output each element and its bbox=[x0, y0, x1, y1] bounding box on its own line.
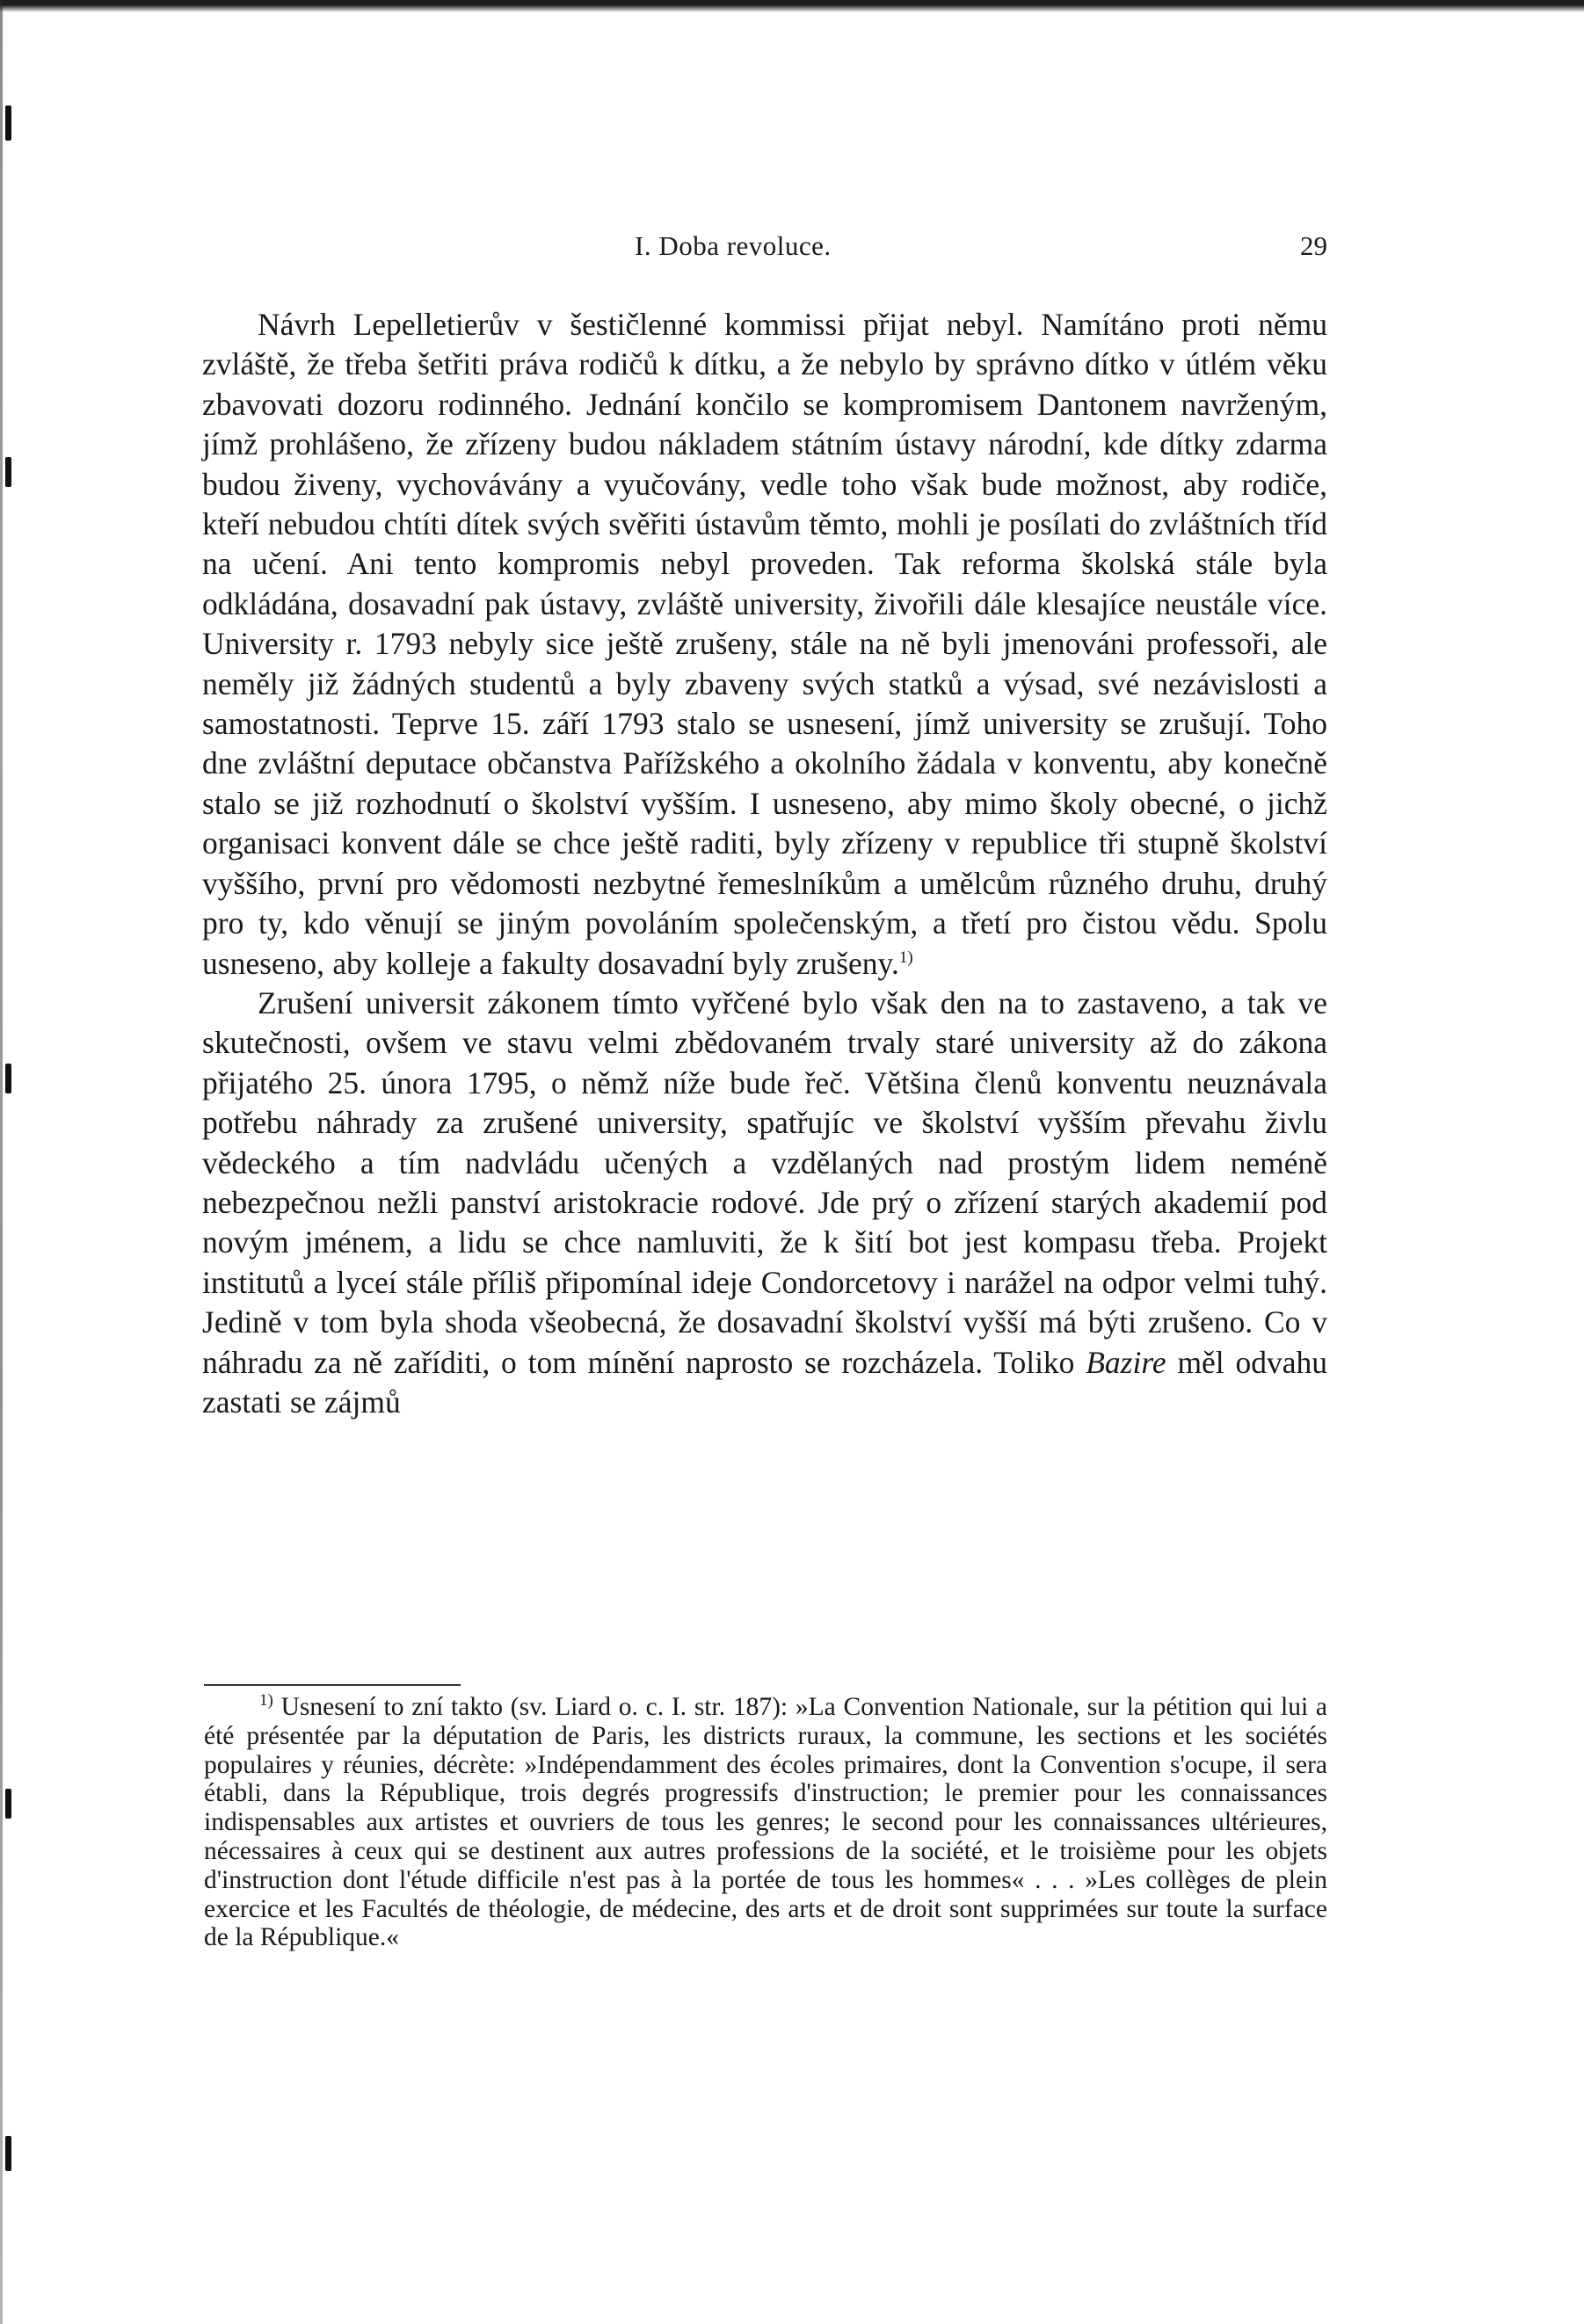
scan-edge-mark bbox=[5, 2136, 11, 2171]
paragraph bbox=[202, 305, 1327, 984]
footnote bbox=[204, 1693, 1327, 1952]
scan-binding-edge bbox=[0, 0, 3, 2324]
scan-edge-mark bbox=[5, 1789, 11, 1819]
scan-edge-mark bbox=[5, 105, 11, 141]
paragraph-text: Zrušení universit zákonem tímto vyřčené bylo však den na to zastaveno, a tak ve skutečnosti, ovšem ve stavu velmi zbědovaném trvaly staré university až do zákona přijatého 25. února 1795, o němž níže bude řeč. Většina členů konventu neuznávala potřebu náhrady za zrušené university, spatřujíc ve školství vyšším převahu živlu vědeckého a tím nadvládu učených a vzdělaných nad prostým lidem neméně nebezpečnou nežli panství aristokracie rodové. Jde prý o zřízení starých akademií pod novým jménem, a lidu se chce namluviti, že k šití bot jest kompasu třeba. Projekt institutů a lyceí stále příliš připomínal ideje Condorcetovy i narážel na odpor velmi tuhý. Jedině v tom byla shoda všeobecná, že dosavadní školství vyšší má býti zrušeno. Co v náhradu za ně zaříditi, o tom mínění naprosto se rozcházela. Toliko bbox=[202, 984, 1327, 1380]
scan-edge-mark bbox=[5, 1064, 11, 1093]
footnote-mark: 1) bbox=[259, 1691, 273, 1710]
running-title: I. Doba revoluce. bbox=[635, 230, 832, 261]
footnote-reference: 1) bbox=[898, 948, 913, 967]
footnote-divider bbox=[204, 1684, 461, 1686]
paragraph-text-end: měl odvahu zastati se zájmů bbox=[202, 1344, 1327, 1420]
footnote-text: Usnesení to zní takto (sv. Liard o. c. I. str. 187): »La Convention Nationale, sur la pétition qui lui a été présentée par la députation de Paris, les districts ruraux, la commune, les sections et les sociétés populaires y réunies, décrète: »Indépendamment des écoles primaires, dont la Convention s'ocupe, il sera établi, dans la République, trois degrés progressifs d'instruction; le premier pour les connaissances indispensables aux artistes et ouvriers de tous les genres; le second pour les connaissances ultérieures, nécessaires à ceux qui se destinent aux autres professions de la société, et le troisième pour les objets d'instruction dont l'étude difficile n'est pas à la portée de tous les hommes« . . . »Les collèges de plein exercice et les Facultés de théologie, de médecine, des arts et de droit sont supprimées sur toute la surface de la République.« bbox=[204, 1693, 1328, 1952]
paragraph bbox=[202, 984, 1327, 1422]
scan-top-edge bbox=[0, 0, 1584, 12]
paragraph-text: Návrh Lepelletierův v šestičlenné kommissi přijat nebyl. Namítáno proti němu zvláště, že třeba šetřiti práva rodičů k dítku, a že nebylo by správno dítko v útlém věku zbavovati dozoru rodinného. Jednání končilo se kompromisem Dantonem navrženým, jímž prohlášeno, že zřízeny budou nákladem státním ústavy národní, kde dítky zdarma budou živeny, vychovávány a vyučovány, vedle toho však bude možnost, aby rodiče, kteří nebudou chtíti dítek svých svěřiti ústavům těmto, mohli je posílati do zvláštních tříd na učení. Ani tento kompromis nebyl proveden. Tak reforma školská stále byla odkládána, dosavadní pak ústavy, zvláště university, živořili dále klesajíce neustále více. University r. 1793 nebyly sice ještě zrušeny, stále na ně byli jmenováni professoři, ale neměly již žádných studentů a byly zbaveny svých statků a výsad, své nezávislosti a samostatnosti. Teprve 15. září 1793 stalo se usnesení, jímž university se zrušují. Toho dne zvláštní deputace občanstva Pařížského a okolního žádala v konventu, aby konečně stalo se již rozhodnutí o školství vyšším. I usneseno, aby mimo školy obecné, o jichž organisaci konvent dále se chce ještě raditi, byly zřízeny v republice tři stupně školství vyššího, první pro vědomosti nezbytné řemeslníkům a umělcům různého druhu, druhý pro ty, kdo věnují se jiným povoláním společenským, a třetí pro čistou vědu. Spolu usneseno, aby kolleje a fakulty dosavadní byly zrušeny. bbox=[202, 307, 1327, 981]
italic-name: Bazire bbox=[1086, 1344, 1166, 1380]
page-number: 29 bbox=[1300, 230, 1327, 261]
scan-edge-mark bbox=[5, 457, 11, 487]
body-text bbox=[202, 305, 1327, 1422]
running-head bbox=[290, 230, 1327, 265]
